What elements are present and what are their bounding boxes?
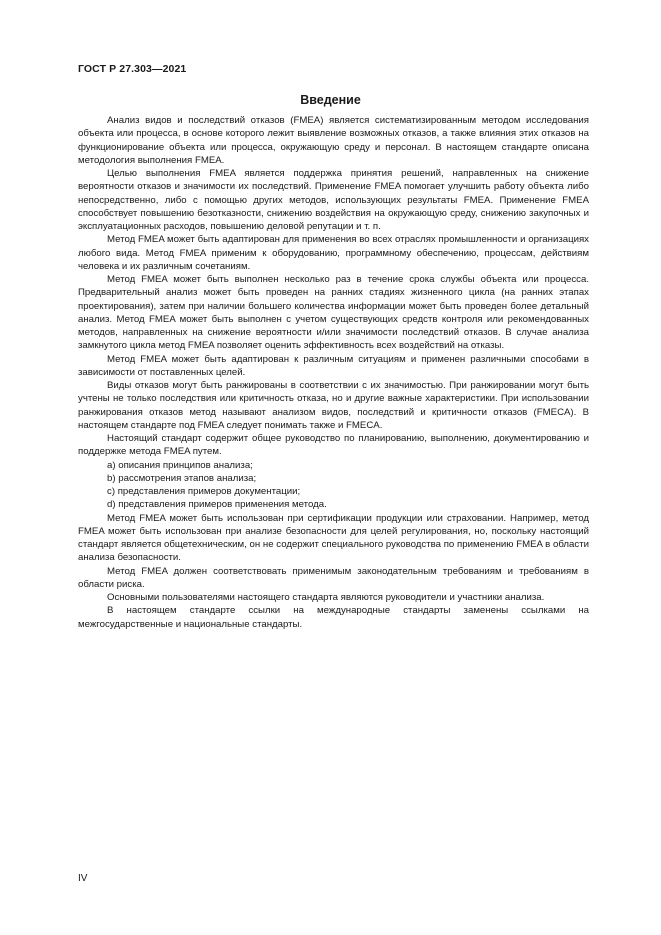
page-number: IV	[78, 873, 88, 884]
paragraph: Метод FMEA должен соответствовать применимым законодательным требованиям и требованиям в области риска.	[78, 565, 589, 590]
document-id-header: ГОСТ Р 27.303—2021	[78, 63, 187, 75]
paragraph: Метод FMEA может быть адаптирован к различным ситуациям и применен различными способами в зависимости от поставленных целей.	[78, 353, 589, 378]
paragraph: Метод FMEA может быть выполнен несколько раз в течение срока службы объекта или процесса. Предварительный анализ может быть проведен на ранних стадиях жизненного цикла (на ранних этапах проектирования), затем при наличии большего количества информации может быть проведен более детальный анализ. Метод FMEA может быть выполнен с учетом существующих средств контроля или рекомендованных методов, направленных на снижение вероятности и/или значимости последствий отказов. В случае анализа замкнутого цикла метод FMEA позволяет оценить эффективность всех воздействий на отказы.	[78, 274, 589, 352]
paragraph: Анализ видов и последствий отказов (FMEA) является систематизированным методом исследования объекта или процесса, в основе которого лежит выявление возможных отказов, а также влияния этих отказов на функционирование объекта или процесса, окружающую среду и персонал. В настоящем стандарте описана методология выполнения FMEA.	[78, 115, 589, 166]
list-item: b) рассмотрения этапов анализа;	[107, 472, 257, 484]
paragraph: Основными пользователями настоящего стандарта являются руководители и участники анализа.	[107, 592, 545, 603]
paragraph: Виды отказов могут быть ранжированы в соответствии с их значимостью. При ранжировании могут быть учтены не только последствия или критичность отказа, но и другие важные характеристики. При использовании ранжирования отказов метод называют анализом видов, последствий и критичности отказов (FMECA). В настоящем стандарте под FMEA следует понимать также и FMECA.	[78, 380, 589, 431]
list-item: c) представления примеров документации;	[107, 486, 301, 497]
paragraph: В настоящем стандарте ссылки на международные стандарты заменены ссылками на межгосударственные и национальные стандарты.	[78, 605, 589, 630]
paragraph: Целью выполнения FMEA является поддержка принятия решений, направленных на снижение вероятности отказов и значимости их последствий. Применение FMEA помогает улучшить работу объекта либо непосредственно, либо с помощью других методов, использующих результаты FMEA. Применение FMEA способствует повышению безотказности, снижению воздействия на окружающую среду, снижению закупочных и эксплуатационных расходов, повышению деловой репутации и т. п.	[78, 168, 589, 232]
paragraph: Метод FMEA может быть использован при сертификации продукции или страховании. Например, метод FMEA может быть использован при анализе безопасности для целей регулирования, но, поскольку настоящий стандарт является общетехническим, он не содержит специального руководства по применению FMEA в области анализа безопасности.	[78, 512, 589, 564]
list-item: a) описания принципов анализа;	[107, 459, 253, 471]
list-item: d) представления примеров применения метода.	[107, 499, 327, 511]
paragraph: Настоящий стандарт содержит общее руководство по планированию, выполнению, документированию и поддержке метода FMEA путем.	[78, 433, 589, 458]
paragraph: Метод FMEA может быть адаптирован для применения во всех отраслях промышленности и организациях любого вида. Метод FMEA применим к оборудованию, программному обеспечению, процессам, действиям человека и их различным сочетаниям.	[78, 234, 589, 272]
body-text	[78, 114, 589, 631]
section-title: Введение	[300, 93, 361, 107]
